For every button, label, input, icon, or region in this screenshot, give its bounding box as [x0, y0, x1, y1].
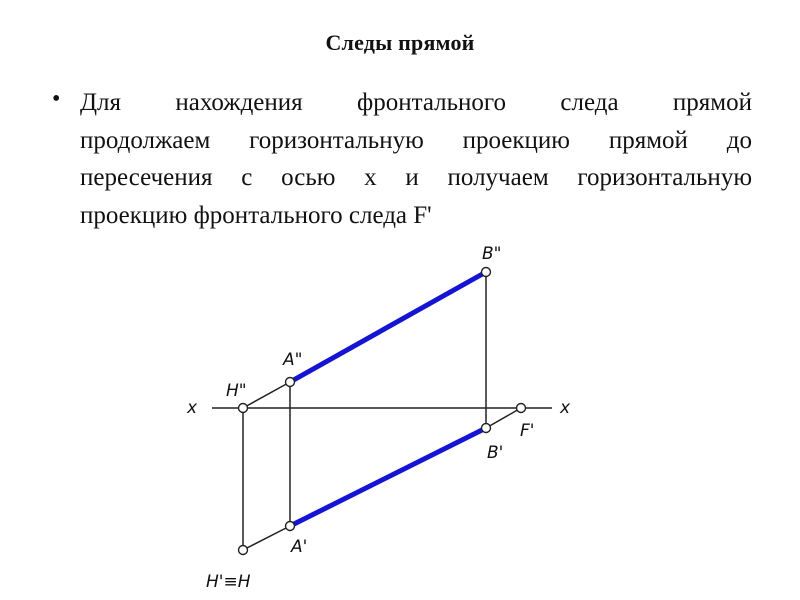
label-f-prime: F': [520, 421, 535, 441]
point-b-prime: [482, 424, 491, 433]
label-a-double: A": [283, 350, 303, 370]
bullet-marker: •: [52, 86, 61, 112]
slide-title: Следы прямой: [325, 30, 475, 55]
label-h-double: H": [226, 381, 247, 401]
paragraph-line-3: пересечения с осью х и получаем горизонтальную: [80, 164, 752, 191]
point-a-double: [286, 378, 295, 387]
point-h-prime: [239, 546, 248, 555]
horizontal-projection-ab: [290, 428, 486, 526]
label-x-right: x: [560, 398, 571, 418]
horizontal-extension-to-h: [243, 526, 290, 550]
horizontal-extension-to-f: [486, 408, 521, 428]
label-x-left: x: [187, 398, 198, 418]
frontal-extension-line: [243, 382, 290, 408]
point-b-double: [482, 268, 491, 277]
label-a-prime: A': [291, 537, 308, 557]
frontal-projection-ab: [290, 272, 486, 382]
point-h-double: [239, 404, 248, 413]
label-h-bottom: H'≡H: [206, 572, 251, 592]
paragraph-line-1: Для нахождения фронтального следа прямой: [80, 89, 752, 116]
point-a-prime: [286, 522, 295, 531]
paragraph-line-4: проекцию фронтального следа F': [80, 201, 432, 229]
point-f-prime: [517, 404, 526, 413]
label-b-double: B": [482, 244, 502, 264]
paragraph-line-2: продолжаем горизонтальную проекцию прямой до: [80, 126, 752, 154]
label-b-prime: B': [487, 443, 504, 463]
